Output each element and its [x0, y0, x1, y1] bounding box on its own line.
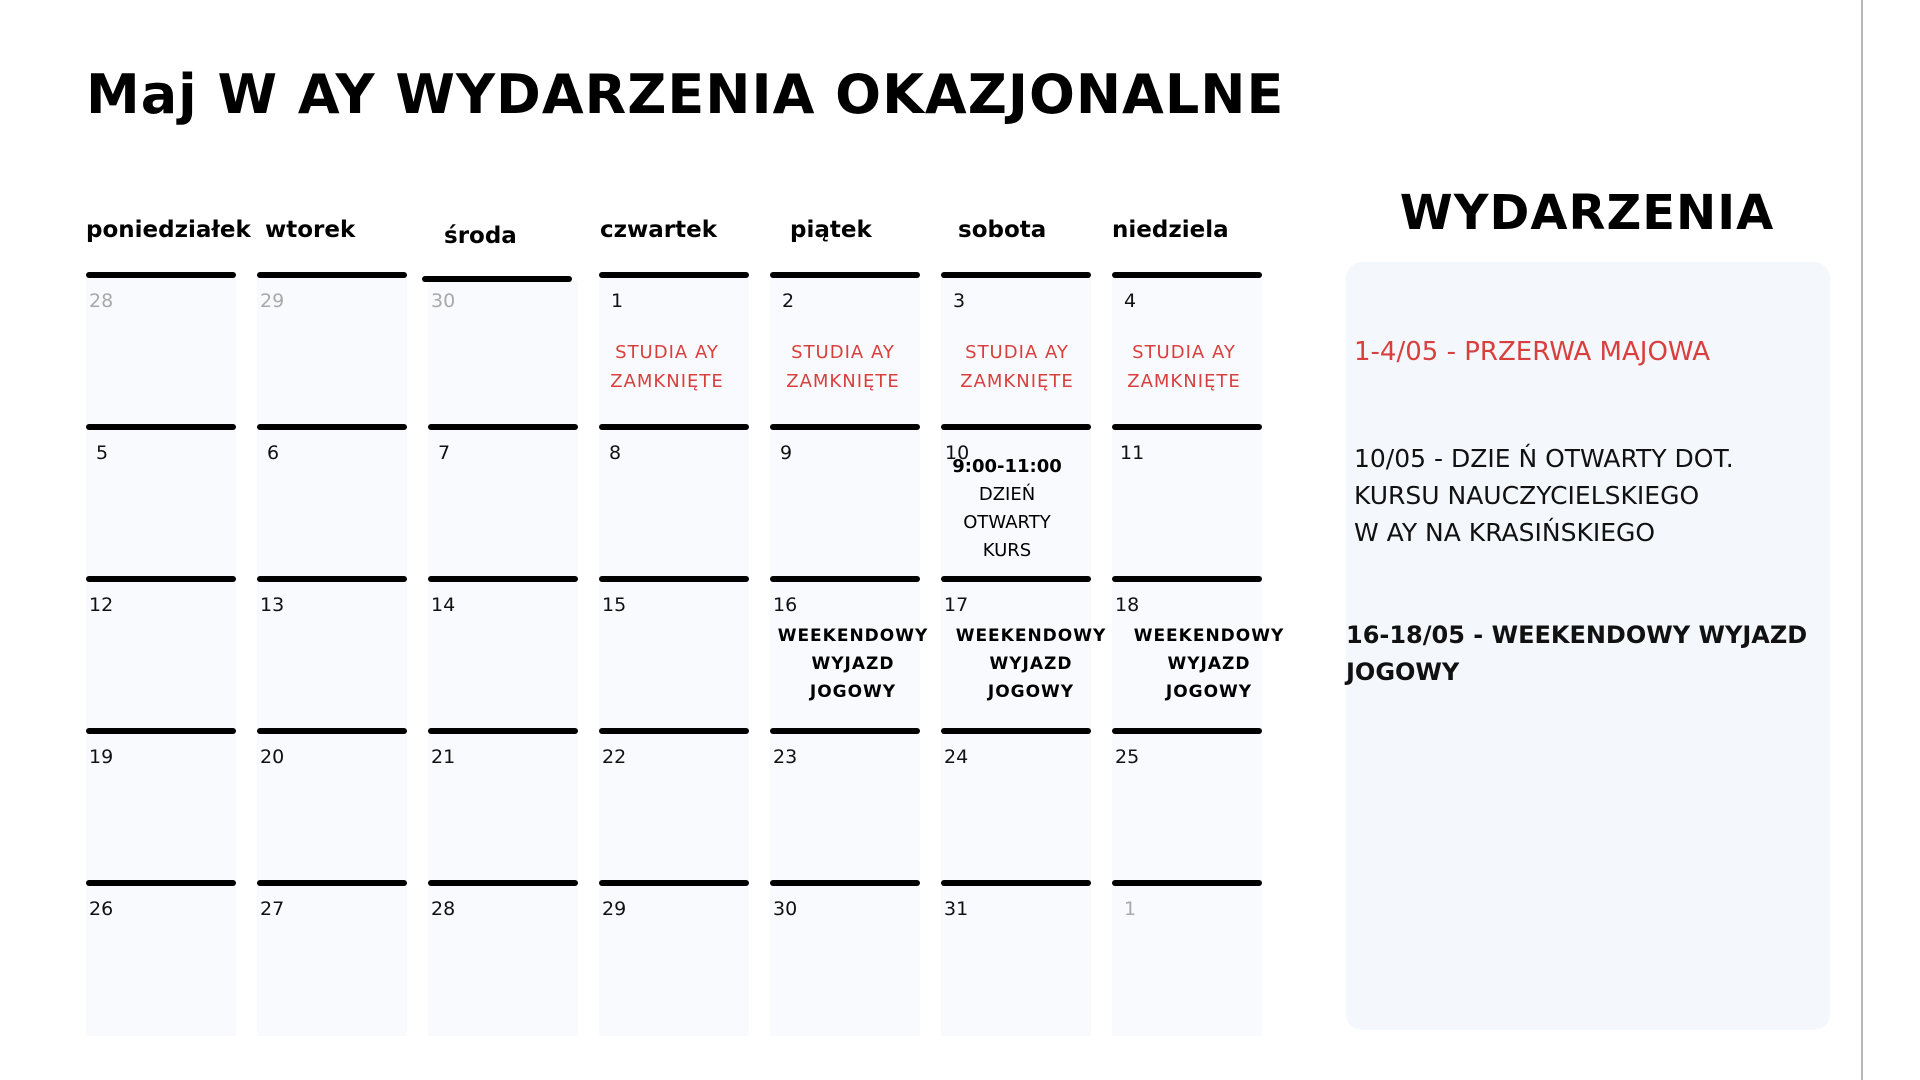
yoga-note-line: WEEKENDOWY [777, 626, 929, 646]
closed-note-line: ZAMKNIĘTE [610, 371, 724, 392]
open-day-time: 9:00-11:00 [952, 456, 1062, 477]
day-number: 3 [953, 290, 966, 312]
open-day-line: OTWARTY [963, 512, 1051, 533]
day-number: 16 [773, 594, 798, 616]
day-number: 22 [602, 746, 627, 768]
week-rule [599, 728, 749, 734]
week-rule [941, 880, 1091, 886]
day-number: 20 [260, 746, 285, 768]
week-rule [1112, 424, 1262, 430]
weekday-thursday: czwartek [600, 217, 718, 243]
event-open-day [1354, 440, 1734, 551]
day-number: 21 [431, 746, 456, 768]
day-number: 30 [773, 898, 798, 920]
weekday-wednesday: środa [444, 223, 517, 249]
yoga-note-line: WYJAZD [1167, 654, 1251, 674]
week-rule [1112, 880, 1262, 886]
closed-note-line: ZAMKNIĘTE [786, 371, 900, 392]
day-number: 27 [260, 898, 285, 920]
week-rule [599, 272, 749, 278]
day-number: 26 [89, 898, 114, 920]
yoga-note-line: JOGOWY [1165, 682, 1253, 702]
week-rule [86, 576, 236, 582]
day-number: 9 [780, 442, 793, 464]
week-rule [86, 272, 236, 278]
day-number: 25 [1115, 746, 1140, 768]
week-rule [428, 728, 578, 734]
calendar-cell-bg [599, 430, 749, 580]
day-number: 8 [609, 442, 622, 464]
day-number: 28 [431, 898, 456, 920]
closed-note [942, 338, 1092, 396]
closed-note-line: STUDIA AY [615, 342, 719, 363]
week-rule [941, 576, 1091, 582]
day-number-prev-month: 30 [431, 290, 456, 312]
closed-note-line: ZAMKNIĘTE [960, 371, 1074, 392]
yoga-note-line: JOGOWY [809, 682, 897, 702]
week-rule [941, 272, 1091, 278]
day-number: 13 [260, 594, 285, 616]
yoga-note-line: JOGOWY [987, 682, 1075, 702]
week-rule [599, 880, 749, 886]
week-rule [86, 424, 236, 430]
day-number: 24 [944, 746, 969, 768]
page-edge-divider [1861, 0, 1863, 1080]
event-may-break: 1-4/05 - PRZERWA MAJOWA [1354, 337, 1710, 367]
calendar-cell-bg [770, 430, 920, 580]
calendar-cell-bg [428, 430, 578, 580]
event-open-day-line: W AY NA KRASIŃSKIEGO [1354, 518, 1656, 547]
week-rule [428, 424, 578, 430]
day-number: 31 [944, 898, 969, 920]
week-rule [599, 576, 749, 582]
week-rule [86, 728, 236, 734]
weekday-monday: poniedziałek [86, 217, 251, 243]
weekday-saturday: sobota [958, 217, 1047, 243]
week-rule [257, 880, 407, 886]
week-rule [941, 424, 1091, 430]
weekday-tuesday: wtorek [265, 217, 356, 243]
day-number: 19 [89, 746, 114, 768]
day-number: 11 [1120, 442, 1145, 464]
closed-note-line: ZAMKNIĘTE [1127, 371, 1241, 392]
day-number: 18 [1115, 594, 1140, 616]
day-number: 15 [602, 594, 627, 616]
title-rest: W AY WYDARZENIA OKAZJONALNE [217, 63, 1285, 126]
title-month: Maj [86, 63, 198, 126]
yoga-note-line: WEEKENDOWY [1133, 626, 1285, 646]
event-yoga-trip-line: 16-18/05 - WEEKENDOWY WYJAZD [1346, 621, 1808, 649]
page-title [86, 62, 1284, 128]
week-rule [941, 728, 1091, 734]
day-number: 17 [944, 594, 969, 616]
week-rule [770, 424, 920, 430]
day-number: 4 [1124, 290, 1137, 312]
day-number: 29 [602, 898, 627, 920]
closed-note-line: STUDIA AY [791, 342, 895, 363]
yoga-note-line: WYJAZD [811, 654, 895, 674]
open-day-note [947, 453, 1067, 565]
week-rule [770, 728, 920, 734]
event-yoga-trip [1346, 617, 1807, 691]
week-rule [257, 424, 407, 430]
week-rule [257, 728, 407, 734]
events-heading: WYDARZENIA [1399, 185, 1775, 241]
day-number: 7 [438, 442, 451, 464]
event-open-day-line: 10/05 - DZIE Ń OTWARTY DOT. [1354, 444, 1734, 473]
closed-note-line: STUDIA AY [1132, 342, 1236, 363]
open-day-line: DZIEŃ [978, 484, 1036, 505]
weekday-sunday: niedziela [1112, 217, 1229, 243]
calendar-cell-bg [257, 430, 407, 580]
closed-note [768, 338, 918, 396]
week-rule [1112, 728, 1262, 734]
week-rule [428, 576, 578, 582]
week-rule [1112, 576, 1262, 582]
week-rule [428, 880, 578, 886]
week-rule [86, 880, 236, 886]
closed-note [1109, 338, 1259, 396]
week-rule [770, 576, 920, 582]
week-rule [599, 424, 749, 430]
day-number: 10 [945, 442, 970, 464]
day-number-prev-month: 29 [260, 290, 285, 312]
day-number-prev-month: 28 [89, 290, 114, 312]
week-rule [770, 272, 920, 278]
event-open-day-line: KURSU NAUCZYCIELSKIEGO [1354, 481, 1700, 510]
open-day-line: KURS [982, 540, 1032, 561]
day-number: 23 [773, 746, 798, 768]
yoga-note-line: WEEKENDOWY [955, 626, 1107, 646]
day-number: 6 [267, 442, 280, 464]
week-rule [257, 576, 407, 582]
event-yoga-trip-line: JOGOWY [1346, 658, 1460, 686]
week-rule [770, 880, 920, 886]
week-rule [1112, 272, 1262, 278]
week-rule [257, 272, 407, 278]
yoga-note-line: WYJAZD [989, 654, 1073, 674]
day-number-next-month: 1 [1124, 898, 1137, 920]
closed-note [592, 338, 742, 396]
yoga-trip-note [1124, 622, 1294, 706]
day-number: 12 [89, 594, 114, 616]
calendar-cell-bg [86, 430, 236, 580]
day-number: 14 [431, 594, 456, 616]
yoga-trip-note [768, 622, 938, 706]
day-number: 2 [782, 290, 795, 312]
yoga-trip-note [946, 622, 1116, 706]
weekday-friday: piątek [790, 217, 872, 243]
closed-note-line: STUDIA AY [965, 342, 1069, 363]
day-number: 5 [96, 442, 109, 464]
week-rule [422, 276, 572, 282]
day-number: 1 [611, 290, 624, 312]
